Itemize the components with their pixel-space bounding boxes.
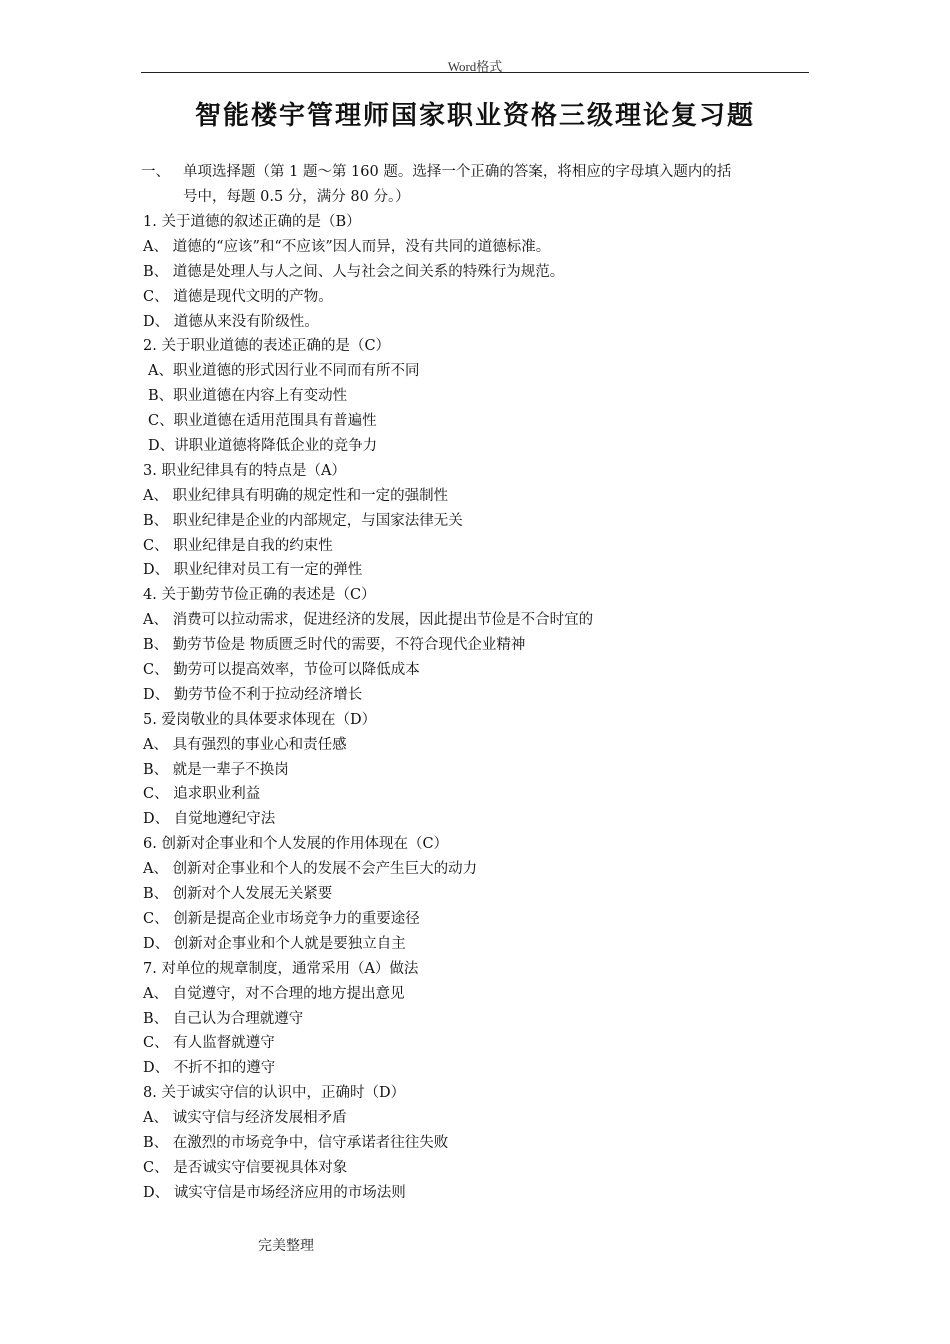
option-line: A、职业道德的形式因行业不同而有所不同 <box>148 363 420 380</box>
option-line: B、 就是一辈子不换岗 <box>143 761 289 778</box>
question-line: 5. 爱岗敬业的具体要求体现在（D） <box>143 711 377 728</box>
question-list <box>143 210 813 1206</box>
option-line: A、 自觉遵守，对不合理的地方提出意见 <box>143 985 405 1002</box>
section-marker: 一、 <box>141 164 170 180</box>
option-line: C、 创新是提高企业市场竞争力的重要途径 <box>143 910 420 927</box>
option-line: B、 勤劳节俭是 物质匮乏时代的需要，不符合现代企业精神 <box>143 637 526 654</box>
option-line: B、 自己认为合理就遵守 <box>143 1010 304 1027</box>
option-line: A、 职业纪律具有明确的规定性和一定的强制性 <box>143 487 449 504</box>
option-line: D、讲职业道德将降低企业的竞争力 <box>148 438 378 455</box>
option-line: C、职业道德在适用范围具有普遍性 <box>148 413 377 430</box>
page-footer: 完美整理 <box>258 1238 314 1254</box>
option-line: A、 创新对企事业和个人的发展不会产生巨大的动力 <box>143 861 478 878</box>
option-line: D、 自觉地遵纪守法 <box>143 811 276 828</box>
option-line: D、 勤劳节俭不利于拉动经济增长 <box>143 686 363 703</box>
question-line: 7. 对单位的规章制度，通常采用（A）做法 <box>143 960 419 977</box>
option-line: D、 道德从来没有阶级性。 <box>143 313 319 330</box>
option-line: C、 有人监督就遵守 <box>143 1035 275 1052</box>
option-line: A、 道德的“应该”和“不应该”因人而异，没有共同的道德标准。 <box>143 238 551 255</box>
option-line: A、 诚实守信与经济发展相矛盾 <box>143 1110 347 1127</box>
option-line: A、 消费可以拉动需求，促进经济的发展，因此提出节俭是不合时宜的 <box>143 612 594 629</box>
option-line: C、 勤劳可以提高效率，节俭可以降低成本 <box>143 662 420 679</box>
option-line: C、 追求职业利益 <box>143 786 261 803</box>
option-line: B、职业道德在内容上有变动性 <box>148 388 348 405</box>
question-line: 8. 关于诚实守信的认识中，正确时（D） <box>143 1085 406 1102</box>
section-intro-text: 单项选择题（第 1 题～第 160 题。选择一个正确的答案，将相应的字母填入题内的括 <box>183 164 732 180</box>
question-line: 6. 创新对企事业和个人发展的作用体现在（C） <box>143 836 449 853</box>
question-line: 3. 职业纪律具有的特点是（A） <box>143 462 346 479</box>
option-line: D、 诚实守信是市场经济应用的市场法则 <box>143 1184 406 1201</box>
option-line: B、 道德是处理人与人之间、人与社会之间关系的特殊行为规范。 <box>143 263 565 280</box>
option-line: C、 是否诚实守信要视具体对象 <box>143 1159 348 1176</box>
page-header: Word格式 <box>447 59 503 74</box>
question-line: 1. 关于道德的叙述正确的是（B） <box>143 214 361 230</box>
section-intro <box>141 160 813 210</box>
option-line: A、 具有强烈的事业心和责任感 <box>143 736 347 753</box>
option-line: C、 职业纪律是自我的约束性 <box>143 537 333 554</box>
option-line: B、 创新对个人发展无关紧要 <box>143 886 333 903</box>
section-intro-line2: 号中，每题 0.5 分，满分 80 分。） <box>183 189 410 205</box>
option-line: C、 道德是现代文明的产物。 <box>143 288 333 305</box>
option-line: D、 职业纪律对员工有一定的弹性 <box>143 562 363 579</box>
question-line: 4. 关于勤劳节俭正确的表述是（C） <box>143 587 376 604</box>
option-line: B、 职业纪律是企业的内部规定，与国家法律无关 <box>143 512 463 529</box>
document-title: 智能楼宇管理师国家职业资格三级理论复习题 <box>194 101 755 131</box>
header-rule <box>141 72 809 73</box>
option-line: B、 在激烈的市场竞争中，信守承诺者往往失败 <box>143 1134 449 1151</box>
option-line: D、 创新对企事业和个人就是要独立自主 <box>143 935 406 952</box>
question-line: 2. 关于职业道德的表述正确的是（C） <box>143 338 391 355</box>
section-intro-line1 <box>141 160 813 185</box>
option-line: D、 不折不扣的遵守 <box>143 1060 276 1077</box>
